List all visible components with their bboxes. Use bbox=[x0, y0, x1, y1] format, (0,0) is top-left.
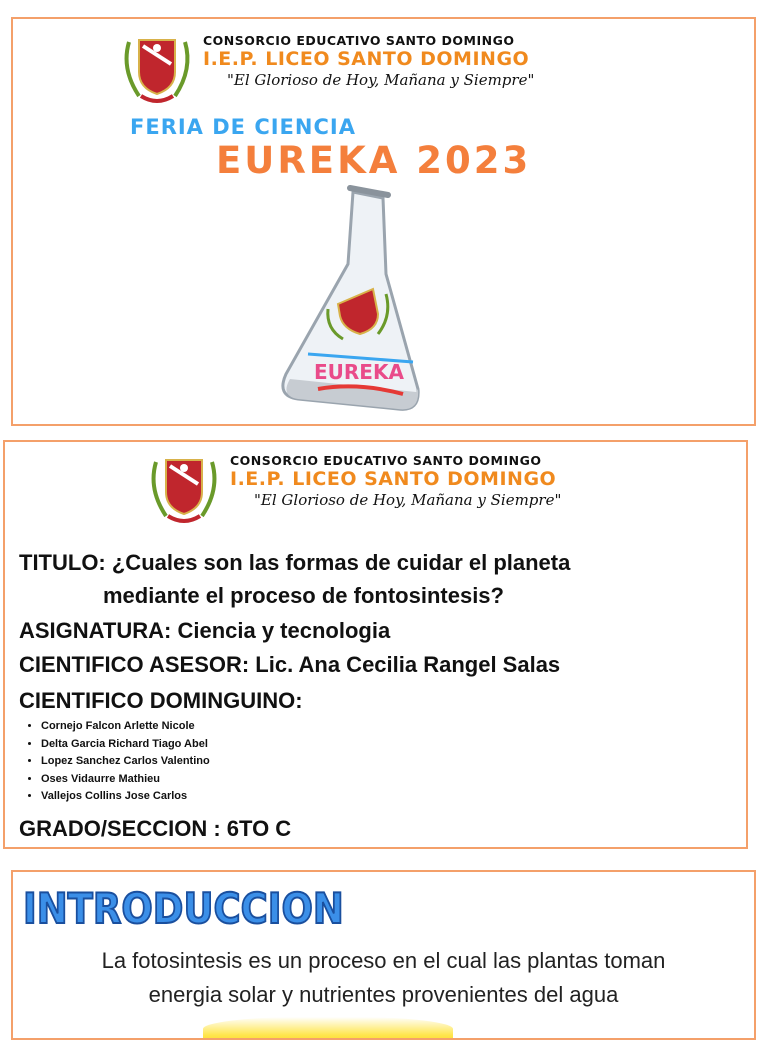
list-item: • Cornejo Falcon Arlette Nicole bbox=[41, 718, 210, 736]
flask-icon bbox=[268, 184, 428, 419]
school-motto: "El Glorioso de Hoy, Mañana y Siempre" bbox=[227, 71, 535, 89]
list-item: • Oses Vidaurre Mathieu bbox=[41, 771, 210, 789]
school-crest-icon bbox=[144, 454, 224, 526]
list-item: • Vallejos Collins Jose Carlos bbox=[41, 788, 210, 806]
intro-line: La fotosintesis es un proceso en el cual las plantas toman bbox=[101, 948, 666, 973]
details-slide bbox=[3, 440, 748, 849]
school-header bbox=[144, 454, 561, 526]
list-item: • Lopez Sanchez Carlos Valentino bbox=[41, 753, 210, 771]
subject-line: ASIGNATURA: Ciencia y tecnologia bbox=[19, 618, 391, 643]
flask-label: EUREKA bbox=[314, 360, 404, 384]
school-name: I.E.P. LICEO SANTO DOMINGO bbox=[230, 468, 557, 490]
list-item: • Delta Garcia Richard Tiago Abel bbox=[41, 736, 210, 754]
students-heading: CIENTIFICO DOMINGUINO: bbox=[19, 688, 303, 713]
school-header bbox=[117, 34, 534, 106]
grade-section-line: GRADO/SECCION : 6TO C bbox=[19, 816, 292, 841]
intro-heading: INTRODUCCION bbox=[23, 884, 344, 933]
school-motto: "El Glorioso de Hoy, Mañana y Siempre" bbox=[254, 491, 562, 509]
student-list bbox=[27, 718, 210, 806]
cover-slide bbox=[11, 17, 756, 426]
school-crest-icon bbox=[117, 34, 197, 106]
intro-line: energia solar y nutrientes provenientes del agua bbox=[148, 982, 619, 1007]
project-title-line1: TITULO: ¿Cuales son las formas de cuidar el planeta bbox=[19, 550, 571, 575]
advisor-line: CIENTIFICO ASESOR: Lic. Ana Cecilia Rangel Salas bbox=[19, 652, 561, 677]
project-title-line2: mediante el proceso de fontosintesis? bbox=[103, 583, 504, 608]
consortium-name: CONSORCIO EDUCATIVO SANTO DOMINGO bbox=[203, 33, 515, 48]
project-title bbox=[19, 546, 719, 612]
school-name: I.E.P. LICEO SANTO DOMINGO bbox=[203, 48, 530, 70]
intro-slide bbox=[11, 870, 756, 1040]
sun-image bbox=[203, 1017, 453, 1040]
fair-subtitle: FERIA DE CIENCIA bbox=[130, 115, 356, 139]
consortium-name: CONSORCIO EDUCATIVO SANTO DOMINGO bbox=[230, 453, 542, 468]
intro-paragraph bbox=[13, 944, 754, 1012]
fair-title: EUREKA 2023 bbox=[216, 139, 532, 182]
